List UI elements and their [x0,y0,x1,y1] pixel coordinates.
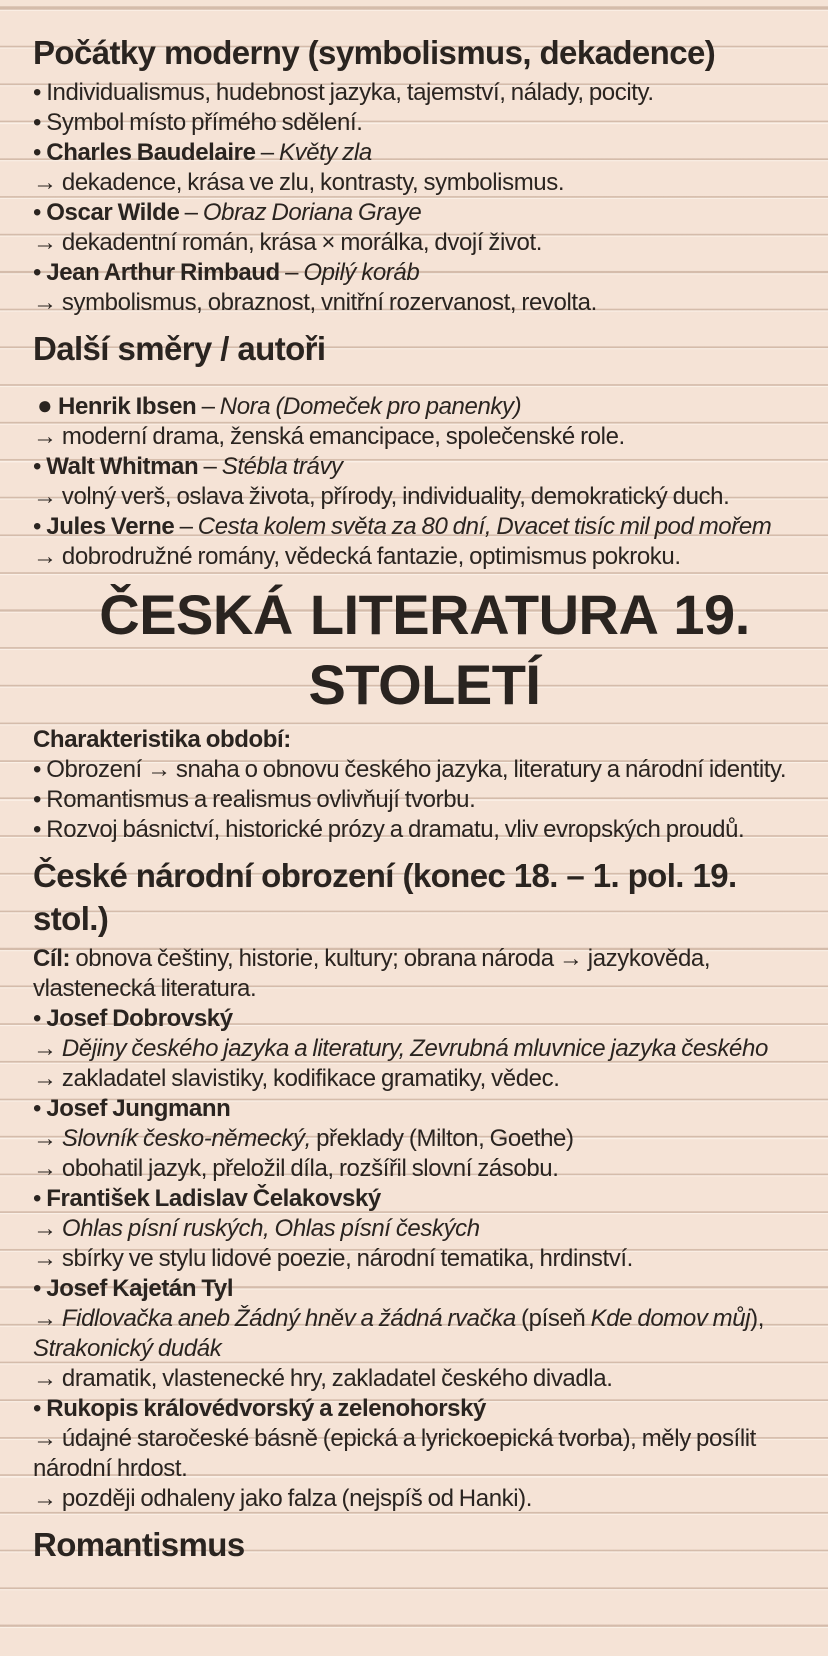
bullet-icon: • [33,259,47,286]
note-line [33,1034,816,1064]
text-segment: Cesta kolem světa za 80 dní, Dvacet tisíc mil pod mořem [197,513,772,540]
note-line [33,168,816,198]
arrow-icon: → [33,1035,62,1062]
text-segment: ), [750,1305,765,1332]
text-segment: Slovník česko-německý, [61,1125,311,1152]
text-segment: Rozvoj básnictví, historické prózy a dramatu, vliv evropských proudů. [46,816,745,843]
text-segment: – [196,393,220,420]
text-segment: obohatil jazyk, přeložil díla, rozšířil slovní zásobu. [61,1155,559,1182]
text-segment: Jules Verne [46,513,175,540]
bullet-icon: ● [37,392,59,420]
note-line [33,1304,816,1364]
text-segment: symbolismus, obraznost, vnitřní rozervanost, revolta. [61,289,597,316]
bullet-icon: • [33,1005,47,1032]
note-line [33,1364,816,1394]
arrow-icon: → [33,1305,62,1332]
text-segment: Obraz Doriana Graye [202,199,422,226]
text-segment: Josef Kajetán Tyl [46,1275,234,1302]
arrow-icon: → [33,1215,62,1242]
text-segment: Kde domov můj [590,1305,751,1332]
text-segment: František Ladislav Čelakovský [46,1185,381,1212]
text-segment: dekadence, krása ve zlu, kontrasty, symbolismus. [61,169,565,196]
arrow-icon: → [33,483,62,510]
section-heading: Romantismus [33,1526,245,1563]
bullet-icon: • [33,1395,47,1422]
note-line [33,1274,816,1304]
text-segment: dramatik, vlastenecké hry, zakladatel českého divadla. [61,1365,613,1392]
text-segment: zakladatel slavistiky, kodifikace gramatiky, vědec. [61,1065,560,1092]
text-segment: Květy zla [279,139,372,166]
note-line [33,1124,816,1154]
text-segment: – [174,513,198,540]
text-segment: Obrození → snaha o obnovu českého jazyka, literatury a národní identity. [46,756,787,783]
note-line [33,1214,816,1244]
bullet-icon: • [33,786,47,813]
note-line [33,1244,816,1274]
note-line [33,1094,816,1124]
note-line [33,542,816,572]
note-line [33,258,816,288]
text-segment: Josef Jungmann [46,1095,231,1122]
text-segment: – [279,259,304,286]
note-line [33,1424,816,1484]
note-line [33,1184,816,1214]
note-line [33,452,816,482]
text-segment: dekadentní román, krása × morálka, dvojí život. [61,229,542,256]
bullet-icon: • [33,513,47,540]
text-segment: Dějiny českého jazyka a literatury, Zevrubná mluvnice jazyka českého [61,1035,768,1062]
note-line [33,1004,816,1034]
text-segment: Henrik Ibsen [58,393,197,420]
bullet-icon: • [33,1095,47,1122]
note-line [33,1154,816,1184]
note-line [33,785,816,815]
text-segment: Fidlovačka aneb Žádný hněv a žádná rvačka [61,1305,516,1332]
note-line [33,422,816,452]
bullet-icon: • [33,1185,47,1212]
text-segment: Rukopis královédvorský a zelenohorský [46,1395,487,1422]
note-line [33,288,816,318]
text-segment: – [179,199,203,226]
bullet-icon: • [33,756,47,783]
arrow-icon: → [33,1485,62,1512]
text-segment: Cíl: [33,945,71,972]
note-line [33,78,816,108]
note-line [33,815,816,845]
section-heading: Počátky moderny (symbolismus, dekadence) [33,34,716,71]
note-line [33,228,816,258]
text-segment: Nora (Domeček pro panenky) [219,393,522,420]
text-segment: Stébla trávy [221,453,343,480]
arrow-icon: → [33,1365,62,1392]
text-segment: volný verš, oslava života, přírody, individuality, demokratický duch. [61,483,730,510]
arrow-icon: → [33,1245,62,1272]
bullet-icon: • [33,1275,47,1302]
note-line [33,1484,816,1514]
note-line [33,108,816,138]
arrow-icon: → [33,423,62,450]
note-line [33,482,816,512]
text-segment: – [198,453,222,480]
text-segment: později odhaleny jako falza (nejspíš od Hanki). [61,1485,533,1512]
section-heading: České národní obrození (konec 18. – 1. pol. 19. stol.) [33,857,737,937]
arrow-icon: → [33,229,62,256]
bullet-icon: • [33,816,47,843]
bullet-icon: • [33,453,47,480]
note-line [33,512,816,542]
text-segment: dobrodružné romány, vědecká fantazie, optimismus pokroku. [61,543,681,570]
note-line [33,198,816,228]
section-heading: Další směry / autoři [33,330,326,367]
page-title: ČESKÁ LITERATURA 19. STOLETÍ [99,583,750,716]
text-segment: Jean Arthur Rimbaud [46,259,280,286]
text-segment: – [255,139,279,166]
text-segment: Individualismus, hudebnost jazyka, tajemství, nálady, pocity. [46,79,654,106]
bullet-icon: • [33,199,47,226]
text-segment: moderní drama, ženská emancipace, společenské role. [61,423,625,450]
arrow-icon: → [33,543,62,570]
arrow-icon: → [33,289,62,316]
text-segment: Charakteristika období: [33,726,291,753]
text-segment: Charles Baudelaire [46,139,256,166]
text-segment: Opilý koráb [303,259,420,286]
text-segment: Ohlas písní ruských, Ohlas písní českých [61,1215,480,1242]
text-segment: překlady (Milton, Goethe) [310,1125,574,1152]
text-segment: Oscar Wilde [46,199,180,226]
arrow-icon: → [33,1065,62,1092]
text-segment: údajné staročeské básně (epická a lyrickoepická tvorba), měly posílit národní hrdost. [33,1425,756,1482]
text-segment: sbírky ve stylu lidové poezie, národní tematika, hrdinství. [61,1245,633,1272]
text-segment: Strakonický dudák [33,1335,222,1362]
note-line [33,1064,816,1094]
arrow-icon: → [33,169,62,196]
text-segment: (píseň [515,1305,591,1332]
text-segment: Josef Dobrovský [46,1005,233,1032]
note-line [33,1394,816,1424]
note-line [33,944,816,1004]
bullet-icon: • [33,139,47,166]
bullet-icon: • [33,79,47,106]
arrow-icon: → [33,1425,62,1452]
note-line [33,138,816,168]
arrow-icon: → [33,1155,62,1182]
text-segment: Walt Whitman [46,453,199,480]
note-line [33,391,816,422]
note-line [33,755,816,785]
text-segment: obnova češtiny, historie, kultury; obrana národa → jazykověda, vlastenecká literatura. [33,945,711,1002]
arrow-icon: → [33,1125,62,1152]
note-line [33,725,816,755]
text-segment: Symbol místo přímého sdělení. [46,109,363,136]
bullet-icon: • [33,109,47,136]
text-segment: Romantismus a realismus ovlivňují tvorbu. [46,786,476,813]
